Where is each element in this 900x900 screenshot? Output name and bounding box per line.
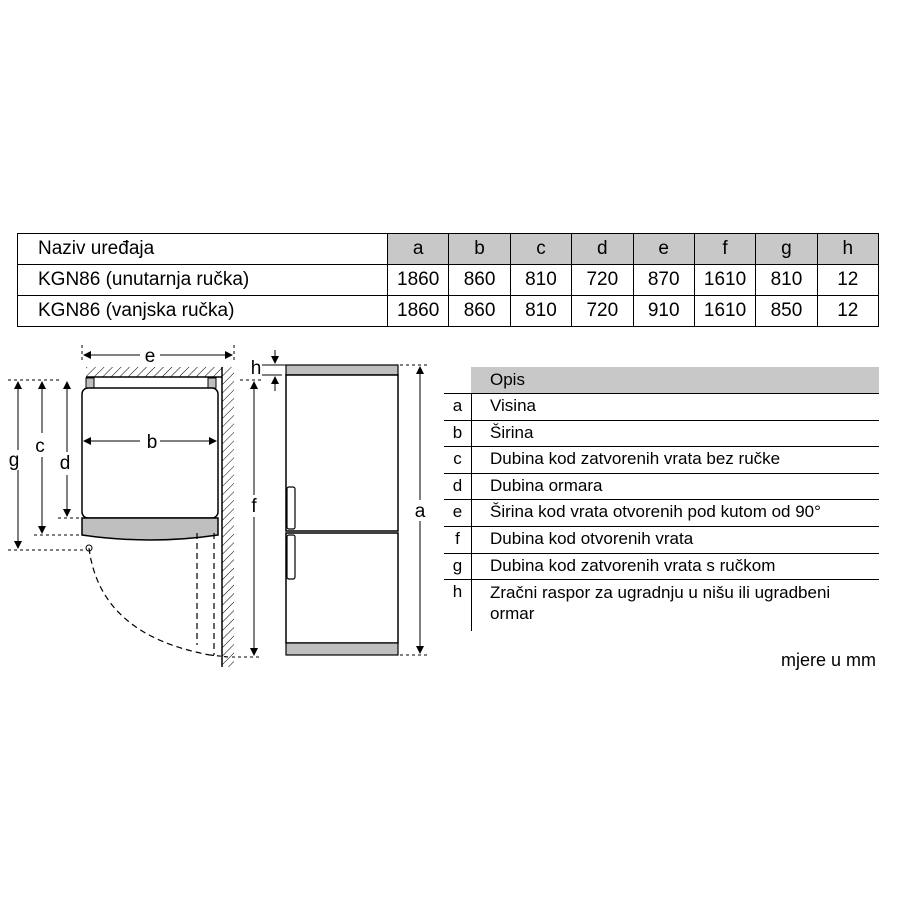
legend-desc: Dubina ormara (490, 475, 603, 495)
value-cell: 12 (817, 265, 878, 296)
legend-key: a (452, 396, 463, 415)
header-col-f: f (694, 234, 755, 265)
legend-item (444, 526, 879, 553)
label-g: g (8, 450, 20, 471)
legend-item (444, 553, 879, 580)
header-col-g: g (756, 234, 817, 265)
units-note: mjere u mm (781, 650, 877, 670)
value-cell: 810 (510, 265, 571, 296)
value-cell: 720 (572, 265, 633, 296)
legend-item (444, 579, 879, 631)
value-cell: 1610 (694, 296, 755, 327)
legend-item (444, 473, 879, 500)
table-header-row (18, 234, 879, 265)
dimensions-table (17, 233, 879, 327)
device-name-cell: KGN86 (unutarnja ručka) (18, 265, 388, 296)
dimension-d (58, 382, 82, 518)
label-e: e (144, 346, 156, 367)
value-cell: 720 (572, 296, 633, 327)
label-f: f (251, 496, 257, 517)
table-row (18, 265, 879, 296)
value-cell: 910 (633, 296, 694, 327)
header-col-d: d (572, 234, 633, 265)
legend-item (444, 446, 879, 473)
legend-key: h (452, 582, 463, 602)
legend-desc: Širina kod vrata otvorenih pod kutom od 90° (490, 502, 821, 522)
legend-key: d (452, 475, 463, 495)
legend-item (444, 393, 879, 420)
header-device-name: Naziv uređaja (18, 234, 388, 265)
value-cell: 860 (449, 265, 510, 296)
header-col-b: b (449, 234, 510, 265)
header-col-h: h (817, 234, 878, 265)
value-cell: 860 (449, 296, 510, 327)
legend-desc: Visina (490, 396, 536, 415)
legend-key: b (452, 422, 463, 442)
dimension-drawing (0, 335, 440, 675)
legend-key: c (453, 449, 462, 469)
value-cell: 1860 (388, 296, 449, 327)
legend-key: f (455, 528, 460, 548)
legend (444, 367, 879, 631)
legend-desc: Dubina kod zatvorenih vrata bez ručke (490, 449, 781, 469)
dimension-g (8, 380, 86, 550)
label-d: d (59, 453, 71, 474)
dimension-c (34, 382, 82, 535)
label-b: b (146, 432, 158, 453)
legend-desc: Širina (490, 422, 534, 442)
dimension-f (232, 380, 262, 657)
legend-item (444, 499, 879, 526)
device-name-cell: KGN86 (vanjska ručka) (18, 296, 388, 327)
value-cell: 1860 (388, 265, 449, 296)
label-h: h (250, 358, 262, 379)
legend-desc: Dubina kod zatvorenih vrata s ručkom (490, 555, 776, 575)
value-cell: 12 (817, 296, 878, 327)
legend-key: e (452, 502, 463, 522)
header-col-c: c (510, 234, 571, 265)
legend-header (444, 367, 879, 393)
value-cell: 870 (633, 265, 694, 296)
value-cell: 850 (756, 296, 817, 327)
dimension-a (400, 365, 428, 655)
legend-key-column-shade (471, 393, 472, 628)
header-col-e: e (633, 234, 694, 265)
legend-item (444, 420, 879, 447)
header-col-a: a (388, 234, 449, 265)
value-cell: 810 (510, 296, 571, 327)
table-row (18, 296, 879, 327)
legend-key: g (452, 555, 463, 575)
value-cell: 1610 (694, 265, 755, 296)
value-cell: 810 (756, 265, 817, 296)
legend-desc: Zračni raspor za ugradnju u nišu ili ugradbeni ormar (490, 583, 831, 624)
fridge-side-view (286, 365, 398, 655)
dimension-h (251, 350, 290, 391)
legend-title: Opis (471, 367, 879, 393)
label-a: a (414, 501, 426, 522)
label-c: c (35, 436, 45, 457)
fridge-top-view (82, 378, 228, 657)
legend-header-key (444, 367, 471, 393)
legend-desc: Dubina kod otvorenih vrata (490, 528, 694, 548)
dimension-e (82, 345, 234, 367)
